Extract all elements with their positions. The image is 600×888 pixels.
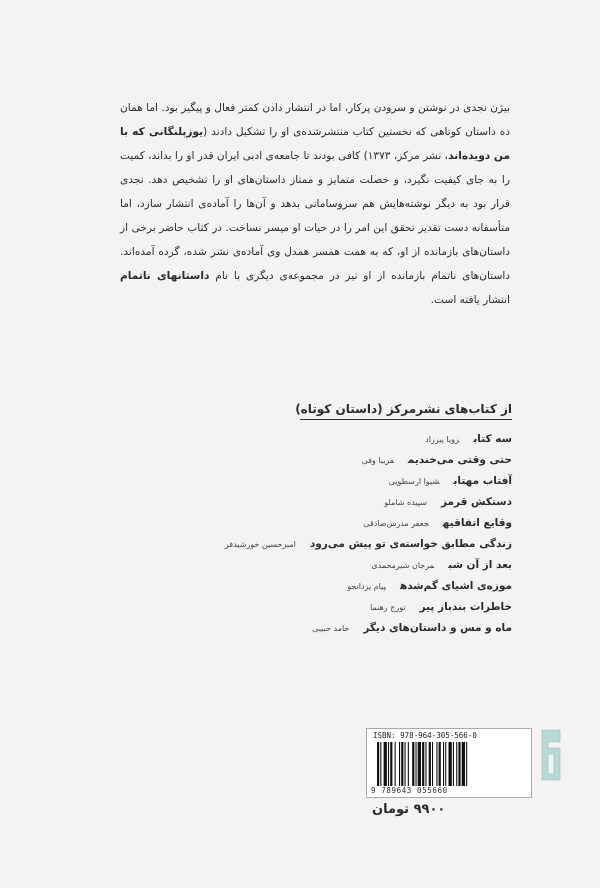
nashr-markaz-logo-icon: [540, 728, 562, 782]
book-list: [224, 426, 512, 636]
book-list-item: [300, 594, 512, 615]
barcode-bar: [388, 742, 389, 786]
blurb-text: ، نشر مرکز، ۱۳۷۳) کافی بودند تا جامعه‌ی ادبی ایران قدر او را بداند، کمیت را به جای کیفیت نگیرد، و خصلت متمایز و ممتاز داستان‌های او را تشخیص دهد. نجدی قرار بود به دیگر نوشته‌هایش هم سروسامانی بدهد و آن‌ها را آماده‌ی انتشار سازد، اما متأسفانه دست تقدیر تحقق این امر را در حیات او میسر نساخت. در کتاب حاضر برخی از داستان‌های بازمانده از او، که به همت همسر همدل وی آماده‌ی نشر شده، گرده آمده‌اند. داستان‌های ناتمام بازمانده از او نیز در مجموعه‌ی دیگری با نام: [120, 150, 510, 282]
book-author: امیرحسین خورشیدفر: [224, 540, 296, 549]
barcode-bar: [390, 742, 392, 786]
book-author: حامد حبیبی: [312, 624, 350, 633]
barcode-bar: [453, 742, 454, 786]
isbn-label: ISBN: 978-964-305-566-0: [373, 731, 477, 740]
barcode-bar: [458, 742, 460, 786]
book-title: بعد از آن شب: [448, 559, 512, 571]
book-title: آفتاب مهتاب: [453, 475, 512, 487]
book-title: سه کتاب: [473, 433, 512, 445]
barcode-bar: [401, 742, 403, 786]
book-title: موزه‌ی اشیای گم‌شده: [399, 580, 512, 592]
blurb-book-title: داستانهای ناتمام: [120, 270, 210, 282]
book-author: شیوا ارسطویی: [388, 477, 440, 486]
barcode-bar: [429, 742, 431, 786]
barcode-digits: 9 789643 055660: [371, 786, 448, 795]
book-list-item: [300, 510, 512, 531]
book-title: زندگی مطابق خواسته‌ی تو پیش می‌رود: [309, 538, 512, 550]
blurb-text: بیژن نجدی در نوشتن و سرودن پرکار، اما در انتشار دادن کمتر فعال و پیگیر بود. اما همان ده داستان کوتاهی که نخستین کتاب منتشرشده‌ی او را تشکیل دادند (: [120, 102, 510, 138]
book-list-item: [224, 531, 512, 552]
barcode-bar: [439, 742, 441, 786]
book-title: وقایع اتفاقیه: [442, 517, 512, 529]
barcode-bar: [462, 742, 465, 786]
barcode-bar: [445, 742, 446, 786]
barcode-bar: [384, 742, 387, 786]
barcode-icon: [377, 742, 521, 786]
barcode-bar: [377, 742, 379, 786]
barcode-bar: [466, 742, 467, 786]
barcode-bar: [418, 742, 421, 786]
book-title: حتی وقتی می‌خندیم: [407, 454, 512, 466]
book-title: دستکش قرمز: [440, 496, 512, 508]
barcode-bar: [405, 742, 406, 786]
list-heading: از کتاب‌های نشرمرکز (داستان کوتاه): [300, 402, 512, 420]
book-author: سپیده شاملو: [384, 498, 427, 507]
barcode-bar: [380, 742, 381, 786]
barcode-bar: [432, 742, 433, 786]
barcode-bar: [395, 742, 396, 786]
book-author: تورج رهنما: [370, 603, 406, 612]
book-list-item: [300, 489, 512, 510]
book-author: فریبا وفی: [361, 456, 394, 465]
book-author: زویا پیرزاد: [425, 435, 460, 444]
blurb-paragraph: [120, 96, 510, 312]
book-list-item: [300, 447, 512, 468]
book-list-item: [300, 552, 512, 573]
barcode-bar: [425, 742, 426, 786]
book-title: ماه و مس و داستان‌های دیگر: [363, 622, 512, 634]
barcode-bar: [412, 742, 414, 786]
publisher-list: [224, 402, 512, 636]
book-list-item: [300, 426, 512, 447]
book-author: جعفر مدرس‌صادقی: [363, 519, 429, 528]
book-list-item: [300, 615, 512, 636]
barcode-bar: [422, 742, 424, 786]
book-author: پیام یزدانجو: [347, 582, 386, 591]
book-list-item: [300, 468, 512, 489]
barcode-bar: [436, 742, 437, 786]
barcode-bar: [408, 742, 409, 786]
barcode-bar: [449, 742, 452, 786]
blurb-text: انتشار یافته است.: [430, 294, 510, 306]
barcode-bar: [416, 742, 417, 786]
barcode-bar: [456, 742, 457, 786]
barcode-bar: [443, 742, 444, 786]
barcode-box: [366, 728, 532, 798]
price: ۹۹۰۰ تومان: [372, 802, 446, 817]
barcode-bar: [399, 742, 400, 786]
book-list-item: [300, 573, 512, 594]
book-author: مرجان شیرمحمدی: [371, 561, 435, 570]
book-title: خاطرات بندباز پیر: [419, 601, 512, 613]
blurb-book-title: یوزپلنگانی که با من دویده‌اند: [120, 126, 511, 162]
